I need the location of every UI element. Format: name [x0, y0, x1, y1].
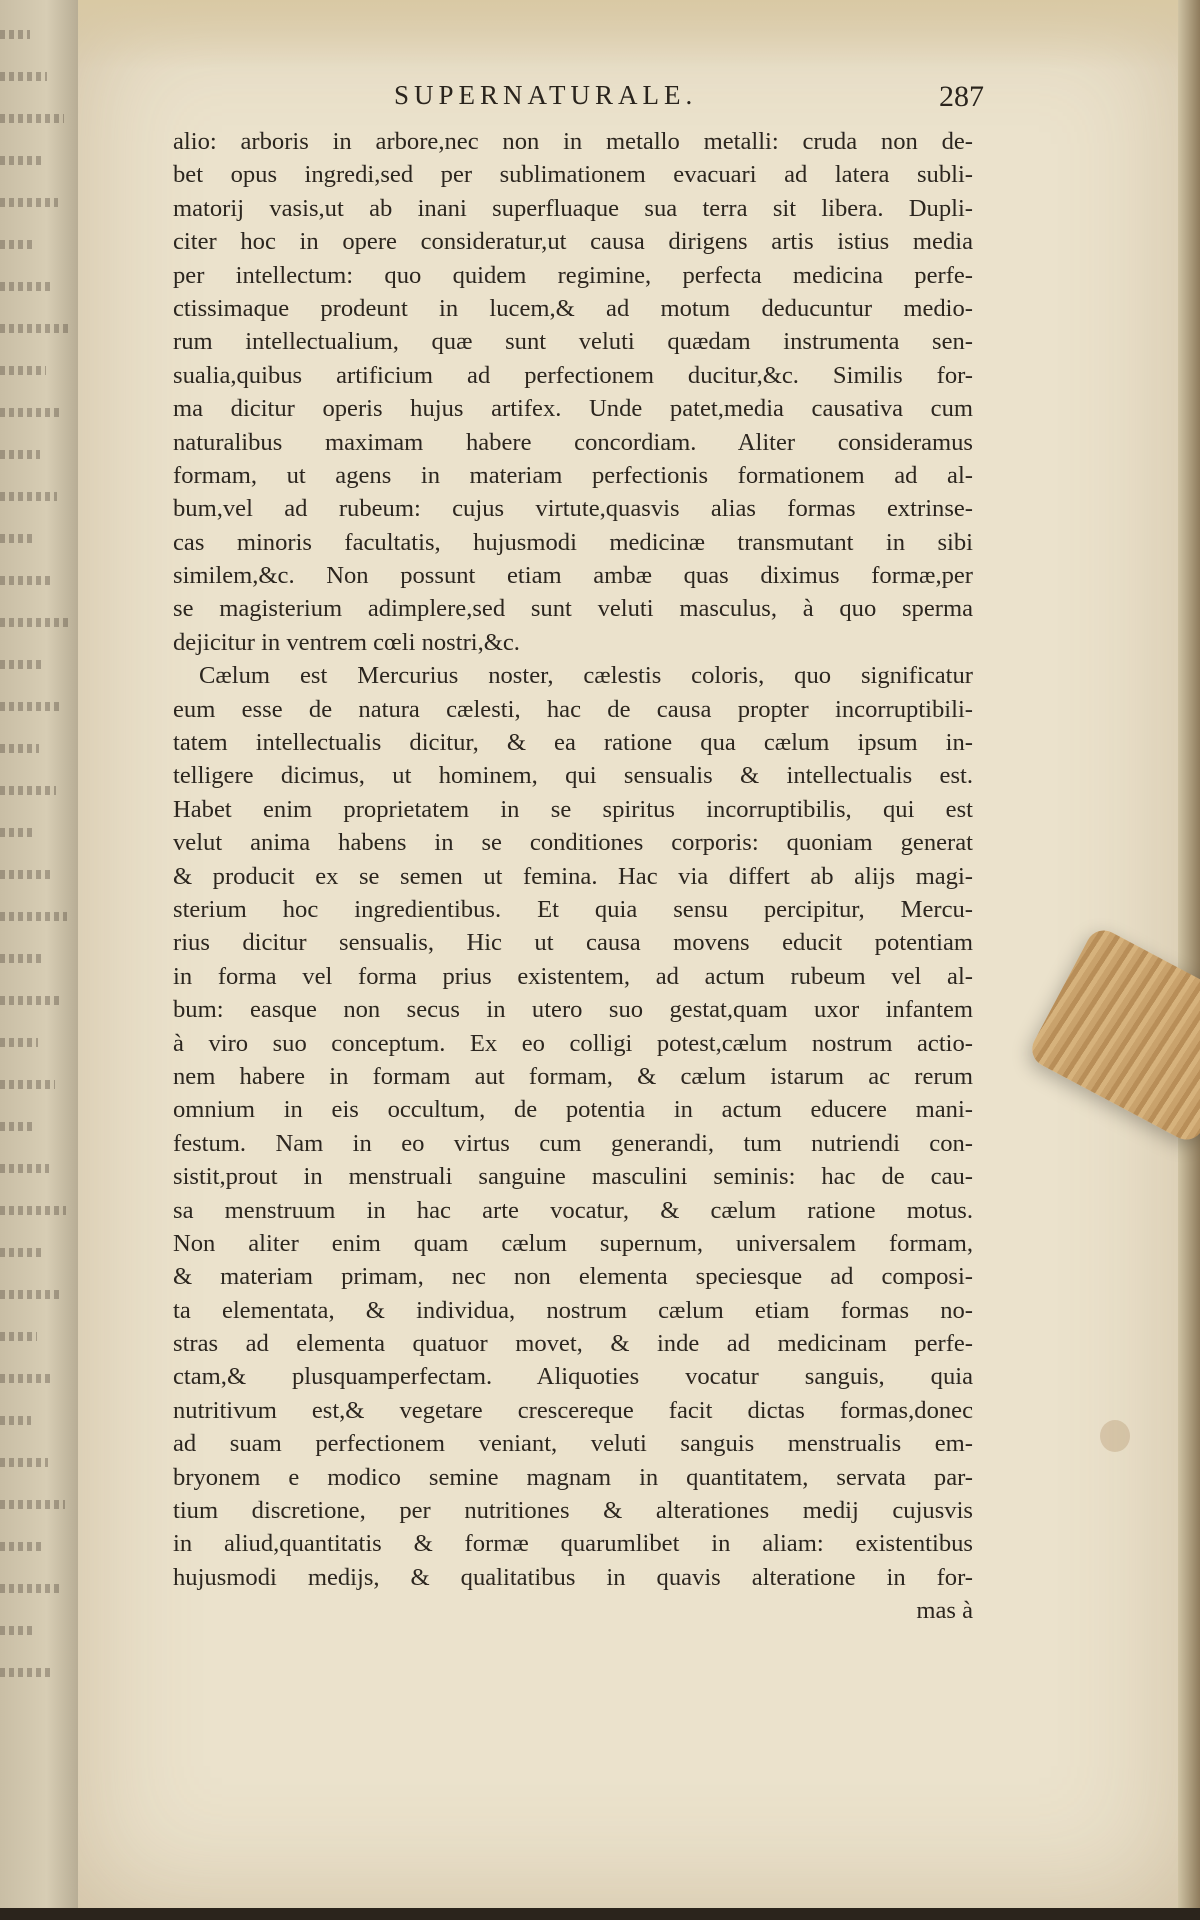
text-line: ctam,& plusquamperfectam. Aliquoties vocatur sanguis, quia	[173, 1363, 973, 1391]
bleed-mark	[0, 30, 30, 39]
text-line: tium discretione, per nutritiones & alterationes medij cujusvis	[173, 1497, 973, 1525]
facing-page-edge	[0, 0, 78, 1920]
catchword: mas à	[916, 1597, 973, 1625]
text-line: cas minoris facultatis, hujusmodi medicinæ transmutant in sibi	[173, 528, 973, 556]
text-line: se magisterium adimplere,sed sunt veluti masculus, à quo sperma	[173, 595, 973, 623]
text-line: bet opus ingredi,sed per sublimationem evacuari ad latera subli-	[173, 161, 973, 189]
body-text	[173, 125, 973, 1628]
bleed-mark	[0, 114, 64, 123]
bleed-mark	[0, 156, 41, 165]
bleed-mark	[0, 1038, 38, 1047]
bleed-mark	[0, 1626, 36, 1635]
text-line: in forma vel forma prius existentem, ad actum rubeum vel al-	[173, 962, 973, 990]
bleed-mark	[0, 324, 69, 333]
text-line: matorij vasis,ut ab inani superfluaque sua terra sit libera. Dupli-	[173, 194, 973, 222]
running-header	[394, 80, 984, 120]
text-line: sa menstruum in hac arte vocatur, & cælum ratione motus.	[173, 1196, 973, 1224]
text-line: in aliud,quantitatis & formæ quarumlibet in aliam: existentibus	[173, 1530, 973, 1558]
bleed-mark	[0, 912, 67, 921]
right-page-edge	[1178, 0, 1200, 1920]
text-line: ma dicitur operis hujus artifex. Unde patet,media causativa cum	[173, 395, 973, 423]
text-line: dejicitur in ventrem cœli nostri,&c.	[173, 628, 520, 656]
top-stain	[78, 0, 1183, 70]
text-line: rum intellectualium, quæ sunt veluti quædam instrumenta sen-	[173, 328, 973, 356]
text-line: festum. Nam in eo virtus cum generandi, tum nutriendi con-	[173, 1129, 973, 1157]
bleed-mark	[0, 534, 34, 543]
text-line: bum: easque non secus in utero suo gestat,quam uxor infantem	[173, 996, 973, 1024]
bleed-mark	[0, 618, 68, 627]
text-line: per intellectum: quo quidem regimine, perfecta medicina perfe-	[173, 261, 973, 289]
running-title: SUPERNATURALE.	[394, 80, 698, 110]
bleed-mark	[0, 282, 52, 291]
text-line: & producit ex se semen ut femina. Hac via differt ab alijs magi-	[173, 862, 973, 890]
bleed-mark	[0, 996, 61, 1005]
bleed-mark	[0, 702, 62, 711]
text-line: bum,vel ad rubeum: cujus virtute,quasvis alias formas extrinse-	[173, 495, 973, 523]
text-line: Cælum est Mercurius noster, cælestis coloris, quo significatur	[199, 662, 973, 690]
bleed-mark	[0, 1542, 42, 1551]
bleed-mark	[0, 1080, 55, 1089]
text-line: alio: arboris in arbore,nec non in metallo metalli: cruda non de-	[173, 128, 973, 155]
bleed-mark	[0, 198, 58, 207]
bleed-mark	[0, 954, 44, 963]
bleed-mark	[0, 492, 57, 501]
text-line: sistit,prout in menstruali sanguine masculini seminis: hac de cau-	[173, 1163, 973, 1191]
bleed-mark	[0, 828, 33, 837]
text-line: bryonem e modico semine magnam in quantitatem, servata par-	[173, 1463, 973, 1491]
book-page	[78, 0, 1183, 1910]
page-number: 287	[939, 80, 984, 113]
text-line: nem habere in formam aut formam, & cælum istarum ac rerum	[173, 1062, 973, 1090]
bleed-mark	[0, 1332, 37, 1341]
text-line: Habet enim proprietatem in se spiritus incorruptibilis, qui est	[173, 795, 973, 823]
bleed-mark	[0, 1206, 66, 1215]
text-line: citer hoc in opere consideratur,ut causa dirigens artis istius media	[173, 228, 973, 256]
text-line: ctissimaque prodeunt in lucem,& ad motum deducuntur medio-	[173, 294, 973, 322]
bleed-mark	[0, 1416, 31, 1425]
text-line: sterium hoc ingredientibus. Et quia sensu percipitur, Mercu-	[173, 895, 973, 923]
bleed-mark	[0, 1248, 43, 1257]
text-line: à viro suo conceptum. Ex eo colligi potest,cælum nostrum actio-	[173, 1029, 973, 1057]
bleed-mark	[0, 786, 56, 795]
bleed-mark	[0, 1458, 48, 1467]
bleed-mark	[0, 870, 50, 879]
bleed-mark	[0, 1122, 32, 1131]
bottom-edge	[0, 1908, 1200, 1920]
text-line: velut anima habens in se conditiones corporis: quoniam generat	[173, 829, 973, 857]
bleed-mark	[0, 240, 35, 249]
bleed-mark	[0, 744, 39, 753]
text-line: stras ad elementa quatuor movet, & inde ad medicinam perfe-	[173, 1330, 973, 1358]
text-line: ad suam perfectionem veniant, veluti sanguis menstrualis em-	[173, 1430, 973, 1458]
text-line: hujusmodi medijs, & qualitatibus in quavis alteratione in for-	[173, 1563, 973, 1591]
foxing-spot	[1100, 1420, 1130, 1452]
text-line: telligere dicimus, ut hominem, qui sensualis & intellectualis est.	[173, 762, 973, 790]
bleed-mark	[0, 1584, 59, 1593]
bleed-mark	[0, 72, 47, 81]
bleed-mark	[0, 408, 63, 417]
bleed-mark	[0, 1290, 60, 1299]
text-line: similem,&c. Non possunt etiam ambæ quas diximus formæ,per	[173, 562, 973, 590]
text-line: sualia,quibus artificium ad perfectionem ducitur,&c. Similis for-	[173, 361, 973, 389]
bleed-mark	[0, 1164, 49, 1173]
bleed-mark	[0, 660, 45, 669]
bleed-mark	[0, 576, 51, 585]
text-line: naturalibus maximam habere concordiam. Aliter consideramus	[173, 428, 973, 456]
text-line: Non aliter enim quam cælum supernum, universalem formam,	[173, 1229, 973, 1257]
bleed-mark	[0, 366, 46, 375]
text-line: omnium in eis occultum, de potentia in actum educere mani-	[173, 1096, 973, 1124]
text-line: tatem intellectualis dicitur, & ea ratione qua cælum ipsum in-	[173, 729, 973, 757]
bleed-mark	[0, 450, 40, 459]
bleed-mark	[0, 1500, 65, 1509]
bleed-mark	[0, 1374, 54, 1383]
text-line: formam, ut agens in materiam perfectionis formationem ad al-	[173, 461, 973, 489]
text-line: & materiam primam, nec non elementa speciesque ad composi-	[173, 1263, 973, 1291]
text-line: ta elementata, & individua, nostrum cælum etiam formas no-	[173, 1296, 973, 1324]
text-line: nutritivum est,& vegetare crescereque facit dictas formas,donec	[173, 1396, 973, 1424]
text-line: rius dicitur sensualis, Hic ut causa movens educit potentiam	[173, 929, 973, 957]
text-line: eum esse de natura cælesti, hac de causa propter incorruptibili-	[173, 695, 973, 723]
bleed-mark	[0, 1668, 53, 1677]
